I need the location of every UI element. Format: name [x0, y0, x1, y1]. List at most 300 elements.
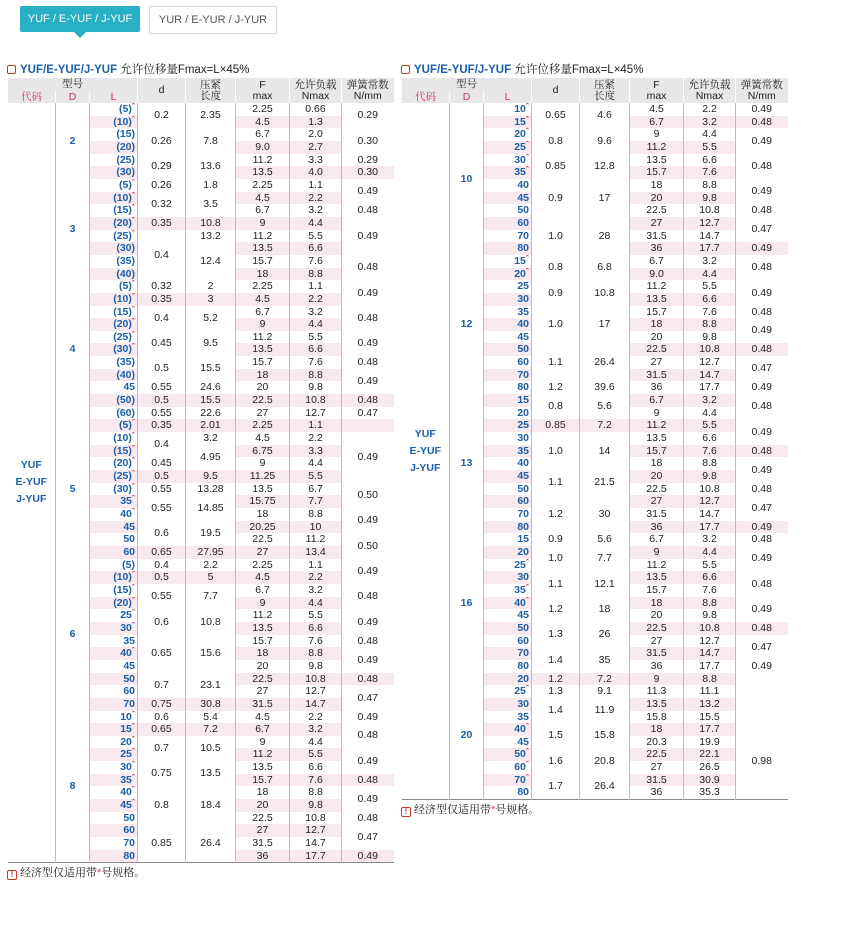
length-cell: 20*	[484, 268, 532, 281]
length-cell: 80	[484, 521, 532, 534]
fmax-cell: 13.5	[630, 432, 684, 445]
wire-diameter-cell: 0.55	[138, 584, 186, 609]
fmax-cell: 13.5	[236, 761, 290, 774]
fmax-cell: 11.2	[630, 559, 684, 572]
header-fmax: F max	[236, 78, 290, 103]
fmax-cell: 6.7	[236, 128, 290, 141]
allowable-load-cell: 5.5	[684, 141, 736, 154]
spring-constant-cell: 0.49	[736, 381, 788, 394]
spring-constant-cell: 0.49	[342, 369, 394, 394]
spring-constant-cell: 0.48	[736, 533, 788, 546]
fmax-cell: 2.25	[236, 179, 290, 192]
wire-diameter-cell: 0.8	[532, 255, 580, 280]
length-cell: 40*	[484, 723, 532, 736]
allowable-load-cell: 2.2	[290, 432, 342, 445]
allowable-load-cell: 6.7	[290, 483, 342, 496]
fmax-cell: 15.7	[630, 166, 684, 179]
length-cell: 50	[90, 812, 138, 825]
length-cell: (15)	[90, 128, 138, 141]
compressed-length-cell: 17	[580, 306, 630, 344]
length-cell: 45	[484, 192, 532, 205]
allowable-load-cell: 7.6	[290, 255, 342, 268]
header-spring-constant: 弹簧常数 N/mm	[736, 78, 788, 103]
spring-constant-cell: 0.49	[342, 711, 394, 724]
length-cell: 80	[484, 786, 532, 799]
allowable-load-cell: 9.8	[684, 470, 736, 483]
spring-constant-cell: 0.49	[736, 419, 788, 444]
compressed-length-cell: 3.5	[186, 192, 236, 217]
allowable-load-cell: 2.2	[290, 192, 342, 205]
wire-diameter-cell: 1.1	[532, 470, 580, 495]
spring-constant-cell: 0.49	[736, 242, 788, 255]
wire-diameter-cell: 1.3	[532, 685, 580, 698]
length-cell: (25)*	[90, 230, 138, 243]
economy-star: *	[131, 191, 136, 199]
allowable-load-cell: 3.2	[684, 116, 736, 129]
compressed-length-cell: 11.9	[580, 698, 630, 723]
compressed-length-cell: 7.7	[580, 546, 630, 571]
fmax-cell: 18	[236, 268, 290, 281]
allowable-load-cell: 1.1	[290, 419, 342, 432]
allowable-load-cell: 14.7	[684, 508, 736, 521]
model-code-cell	[402, 103, 450, 800]
allowable-load-cell: 9.8	[684, 331, 736, 344]
allowable-load-cell: 7.6	[684, 166, 736, 179]
economy-star: *	[131, 444, 136, 452]
spring-constant-cell: 0.30	[342, 166, 394, 179]
fmax-cell: 6.7	[236, 723, 290, 736]
length-cell: 20*	[484, 128, 532, 141]
compressed-length-cell: 9.6	[580, 128, 630, 153]
compressed-length-cell: 1.8	[186, 179, 236, 192]
allowable-load-cell: 2.2	[290, 293, 342, 306]
allowable-load-cell: 2.2	[290, 571, 342, 584]
fmax-cell: 11.2	[630, 141, 684, 154]
compressed-length-cell: 39.6	[580, 381, 630, 394]
compressed-length-cell: 13.28	[186, 483, 236, 496]
tab-yur[interactable]: YUR / E-YUR / J-YUR	[149, 6, 277, 34]
wire-diameter-cell: 0.4	[138, 230, 186, 281]
fmax-cell: 36	[630, 242, 684, 255]
wire-diameter-cell: 1.0	[532, 217, 580, 255]
length-cell: 40*	[90, 786, 138, 799]
allowable-load-cell: 7.6	[290, 356, 342, 369]
allowable-load-cell: 12.7	[684, 495, 736, 508]
wire-diameter-cell: 0.35	[138, 217, 186, 230]
spring-constant-cell: 0.49	[736, 597, 788, 622]
compressed-length-cell: 12.8	[580, 154, 630, 179]
allowable-load-cell: 2.0	[290, 128, 342, 141]
length-cell: 35	[484, 445, 532, 458]
spring-constant-cell: 0.49	[736, 103, 788, 116]
spring-constant-cell: 0.48	[342, 635, 394, 648]
compressed-length-cell: 24.6	[186, 381, 236, 394]
fmax-cell: 22.5	[236, 394, 290, 407]
economy-star: *	[131, 786, 136, 793]
economy-star: *	[131, 621, 136, 629]
fmax-cell: 6.7	[236, 306, 290, 319]
footnote	[7, 865, 393, 881]
allowable-load-cell: 4.4	[684, 407, 736, 420]
allowable-load-cell: 14.7	[684, 230, 736, 243]
spring-constant-cell: 0.49	[342, 179, 394, 204]
compressed-length-cell: 28	[580, 217, 630, 255]
allowable-load-cell: 17.7	[684, 660, 736, 673]
compressed-length-cell: 9.1	[580, 685, 630, 698]
allowable-load-cell: 12.7	[290, 685, 342, 698]
length-cell: 50	[484, 343, 532, 356]
allowable-load-cell: 17.7	[684, 723, 736, 736]
wire-diameter-cell: 0.9	[532, 280, 580, 305]
wire-diameter-cell: 0.6	[138, 609, 186, 634]
allowable-load-cell: 7.6	[684, 445, 736, 458]
compressed-length-cell: 10.8	[186, 609, 236, 634]
wire-diameter-cell: 0.6	[138, 711, 186, 724]
fmax-cell: 15.7	[236, 635, 290, 648]
allowable-load-cell: 11.1	[684, 685, 736, 698]
length-cell: 50	[484, 483, 532, 496]
spring-constant-cell: 0.49	[342, 432, 394, 483]
length-cell: 10*	[484, 103, 532, 116]
compressed-length-cell: 30.8	[186, 698, 236, 711]
spring-constant-cell: 0.49	[342, 850, 394, 863]
length-cell: 30*	[90, 622, 138, 635]
compressed-length-cell: 15.5	[186, 394, 236, 407]
fmax-cell: 4.5	[236, 293, 290, 306]
table-row	[8, 559, 394, 572]
allowable-load-cell: 7.6	[684, 306, 736, 319]
economy-star: *	[525, 254, 530, 262]
compressed-length-cell: 35	[580, 647, 630, 672]
spring-constant-cell: 0.48	[342, 812, 394, 825]
footnote-star: *	[491, 804, 496, 817]
length-cell: (35)	[90, 255, 138, 268]
economy-star: *	[131, 470, 136, 477]
fmax-cell: 27	[630, 217, 684, 230]
economy-star: *	[525, 685, 530, 692]
length-cell: (25)*	[90, 331, 138, 344]
compressed-length-cell: 13.5	[186, 761, 236, 786]
wire-diameter-cell: 0.9	[532, 533, 580, 546]
fmax-cell: 27	[630, 495, 684, 508]
economy-star: *	[525, 140, 530, 148]
fmax-cell: 27	[236, 407, 290, 420]
allowable-load-cell: 3.3	[290, 154, 342, 167]
length-cell: 50	[90, 533, 138, 546]
header-d: d	[138, 78, 186, 103]
fmax-cell: 22.5	[236, 533, 290, 546]
wire-diameter-cell: 0.8	[138, 786, 186, 824]
economy-star: *	[525, 103, 530, 110]
fmax-cell: 9	[236, 457, 290, 470]
spring-constant-cell: 0.48	[736, 255, 788, 280]
allowable-load-cell: 1.1	[290, 280, 342, 293]
outer-diameter-cell: 5	[56, 419, 90, 558]
length-cell: 25*	[484, 685, 532, 698]
economy-star: *	[131, 280, 136, 287]
length-cell: (40)	[90, 369, 138, 382]
allowable-load-cell: 4.0	[290, 166, 342, 179]
outer-diameter-cell: 2	[56, 103, 90, 179]
fmax-cell: 31.5	[630, 774, 684, 787]
compressed-length-cell: 13.6	[186, 154, 236, 179]
fmax-cell: 15.75	[236, 495, 290, 508]
spring-constant-cell: 0.48	[342, 723, 394, 748]
allowable-load-cell: 17.7	[290, 850, 342, 863]
allowable-load-cell: 4.4	[684, 268, 736, 281]
length-cell: 80	[484, 242, 532, 255]
compressed-length-cell: 26	[580, 622, 630, 647]
compressed-length-cell: 13.2	[186, 230, 236, 243]
compressed-length-cell: 9.5	[186, 470, 236, 483]
wire-diameter-cell: 0.35	[138, 419, 186, 432]
spring-constant-cell: 0.49	[342, 217, 394, 255]
fmax-cell: 18	[236, 369, 290, 382]
spring-constant-cell: 0.47	[736, 635, 788, 660]
allowable-load-cell: 14.7	[684, 647, 736, 660]
fmax-cell: 22.5	[630, 204, 684, 217]
spring-constant-cell: 0.49	[736, 128, 788, 153]
spring-constant-cell: 0.49	[342, 508, 394, 533]
spring-constant-cell: 0.50	[342, 483, 394, 508]
fmax-cell: 9	[630, 407, 684, 420]
fmax-cell: 13.5	[630, 293, 684, 306]
spring-constant-cell: 0.49	[736, 546, 788, 571]
spring-constant-cell: 0.30	[342, 128, 394, 153]
outer-diameter-cell: 6	[56, 559, 90, 711]
length-cell: 35*	[90, 774, 138, 787]
fmax-cell: 20	[630, 609, 684, 622]
length-cell: 20	[484, 673, 532, 686]
spring-constant-cell: 0.98	[736, 723, 788, 799]
allowable-load-cell: 17.7	[684, 381, 736, 394]
spring-constant-cell: 0.48	[342, 584, 394, 609]
spring-constant-cell: 0.49	[736, 457, 788, 482]
fmax-cell: 36	[630, 381, 684, 394]
economy-star: *	[525, 748, 530, 755]
model-code-line: YUF	[20, 459, 42, 472]
allowable-load-cell: 1.1	[290, 559, 342, 572]
outer-diameter-cell: 12	[450, 255, 484, 394]
economy-star: *	[525, 115, 530, 123]
length-cell: 50	[90, 673, 138, 686]
length-cell: (60)	[90, 407, 138, 420]
length-cell: 30*	[484, 154, 532, 167]
fmax-cell: 18	[630, 318, 684, 331]
fmax-cell: 2.25	[236, 559, 290, 572]
compressed-length-cell: 15.5	[186, 356, 236, 381]
wire-diameter-cell: 1.0	[532, 306, 580, 344]
allowable-load-cell: 8.8	[290, 369, 342, 382]
outer-diameter-cell: 8	[56, 711, 90, 863]
allowable-load-cell: 19.9	[684, 736, 736, 749]
table-row	[8, 280, 394, 293]
economy-star: *	[525, 596, 530, 604]
wire-diameter-cell: 0.7	[138, 736, 186, 761]
compressed-length-cell: 12.1	[580, 571, 630, 596]
header-allowable-load: 允许负载 Nmax	[684, 78, 736, 103]
fmax-cell: 13.5	[630, 571, 684, 584]
economy-star: *	[131, 647, 136, 654]
length-cell: (5)*	[90, 103, 138, 116]
economy-star: *	[131, 596, 136, 604]
length-cell: 30	[484, 698, 532, 711]
allowable-load-cell: 7.6	[684, 584, 736, 597]
fmax-cell: 22.5	[630, 622, 684, 635]
model-code-cell	[8, 103, 56, 863]
length-cell: (15)*	[90, 445, 138, 458]
header-model-group: 型号	[402, 78, 532, 91]
wire-diameter-cell: 1.1	[532, 571, 580, 596]
fmax-cell: 13.5	[236, 483, 290, 496]
compressed-length-cell: 30	[580, 495, 630, 533]
footnote-text-after: 号规格。	[101, 867, 146, 880]
header-spring-constant: 弹簧常数 N/mm	[342, 78, 394, 103]
fmax-cell: 9.0	[236, 141, 290, 154]
footnote-text-after: 号规格。	[495, 804, 540, 817]
allowable-load-cell: 7.7	[290, 495, 342, 508]
fmax-cell: 6.7	[236, 204, 290, 217]
header-L: L	[484, 91, 532, 103]
wire-diameter-cell: 0.5	[138, 394, 186, 407]
economy-star: *	[131, 305, 136, 312]
allowable-load-cell: 3.2	[290, 584, 342, 597]
table-row	[8, 179, 394, 192]
fmax-cell: 2.25	[236, 419, 290, 432]
compressed-length-cell: 5.2	[186, 306, 236, 331]
model-code-line: E-YUF	[15, 476, 47, 489]
header-model-group: 型号	[8, 78, 138, 91]
fmax-cell: 9	[630, 673, 684, 686]
economy-star: *	[131, 292, 136, 300]
length-cell: 35*	[484, 166, 532, 179]
length-cell: (10)*	[90, 432, 138, 445]
economy-star: *	[525, 267, 530, 275]
length-cell: 20*	[90, 736, 138, 749]
fmax-cell: 6.7	[630, 394, 684, 407]
length-cell: (20)*	[90, 217, 138, 230]
spec-table	[7, 78, 394, 863]
length-cell: 45	[484, 736, 532, 749]
fmax-cell: 31.5	[236, 837, 290, 850]
fmax-cell: 27	[236, 685, 290, 698]
header-D: D	[56, 91, 90, 103]
spring-constant-cell: 0.48	[736, 394, 788, 419]
economy-star: *	[131, 343, 136, 350]
wire-diameter-cell: 0.32	[138, 192, 186, 217]
wire-diameter-cell: 0.85	[138, 824, 186, 862]
length-cell: 40*	[90, 647, 138, 660]
spring-constant-cell: 0.49	[342, 609, 394, 634]
length-cell: 80	[90, 850, 138, 863]
allowable-load-cell: 8.8	[684, 179, 736, 192]
fmax-cell: 9	[236, 736, 290, 749]
fmax-cell: 9.0	[630, 268, 684, 281]
tab-yuf[interactable]: YUF / E-YUF / J-YUF	[20, 6, 140, 32]
fmax-cell: 36	[630, 786, 684, 799]
header-compressed-length: 压紧 长度	[580, 78, 630, 103]
fmax-cell: 11.2	[236, 230, 290, 243]
allowable-load-cell: 10.8	[684, 343, 736, 356]
allowable-load-cell: 3.2	[684, 255, 736, 268]
fmax-cell: 15.7	[236, 774, 290, 787]
allowable-load-cell: 17.7	[684, 242, 736, 255]
compressed-length-cell: 7.2	[186, 723, 236, 736]
allowable-load-cell: 9.8	[684, 609, 736, 622]
spring-constant-cell: 0.49	[736, 280, 788, 305]
spec-table-left	[7, 62, 393, 881]
length-cell: 15	[484, 533, 532, 546]
table-row	[8, 419, 394, 432]
length-cell: 60	[484, 495, 532, 508]
footnote	[401, 802, 787, 818]
compressed-length-cell: 4.6	[580, 103, 630, 128]
length-cell: 40	[484, 318, 532, 331]
outer-diameter-cell: 20	[450, 673, 484, 800]
length-cell: 60*	[484, 761, 532, 774]
length-cell: 15*	[484, 116, 532, 129]
fmax-cell: 22.5	[630, 748, 684, 761]
fmax-cell: 15.7	[236, 255, 290, 268]
economy-star: *	[131, 204, 136, 211]
fmax-cell: 27	[630, 356, 684, 369]
allowable-load-cell: 5.5	[684, 419, 736, 432]
allowable-load-cell: 4.4	[290, 736, 342, 749]
length-cell: 15*	[90, 723, 138, 736]
fmax-cell: 15.7	[630, 306, 684, 319]
wire-diameter-cell: 0.4	[138, 306, 186, 331]
compressed-length-cell: 2	[186, 280, 236, 293]
length-cell: (15)*	[90, 584, 138, 597]
allowable-load-cell: 4.4	[290, 597, 342, 610]
fmax-cell: 20	[630, 192, 684, 205]
compressed-length-cell: 5.4	[186, 711, 236, 724]
length-cell: (50)	[90, 394, 138, 407]
fmax-cell: 4.5	[236, 192, 290, 205]
compressed-length-cell: 4.95	[186, 445, 236, 470]
wire-diameter-cell: 0.5	[138, 571, 186, 584]
compressed-length-cell: 18.4	[186, 786, 236, 824]
allowable-load-cell: 8.8	[684, 673, 736, 686]
allowable-load-cell: 7.6	[290, 635, 342, 648]
fmax-cell: 36	[236, 850, 290, 863]
spring-constant-cell: 0.49	[736, 179, 788, 204]
fmax-cell: 11.2	[236, 609, 290, 622]
compressed-length-cell: 5	[186, 571, 236, 584]
table-title	[401, 62, 787, 78]
header-compressed-length: 压紧 长度	[186, 78, 236, 103]
square-bullet-icon	[401, 65, 410, 74]
wire-diameter-cell: 0.75	[138, 698, 186, 711]
length-cell: (20)*	[90, 597, 138, 610]
fmax-cell: 20.3	[630, 736, 684, 749]
wire-diameter-cell: 1.7	[532, 774, 580, 800]
length-cell: 45	[484, 609, 532, 622]
length-cell: (15)*	[90, 204, 138, 217]
wire-diameter-cell: 1.4	[532, 698, 580, 723]
length-cell: (25)	[90, 154, 138, 167]
allowable-load-cell: 2.7	[290, 141, 342, 154]
length-cell: 45*	[90, 799, 138, 812]
header-code: 代码	[402, 91, 450, 103]
allowable-load-cell: 6.6	[684, 154, 736, 167]
allowable-load-cell: 14.7	[684, 369, 736, 382]
table-title-model: YUF/E-YUF/J-YUF	[414, 64, 512, 76]
economy-star: *	[525, 773, 530, 781]
compressed-length-cell: 26.4	[580, 343, 630, 381]
allowable-load-cell: 10.8	[290, 394, 342, 407]
fmax-cell: 31.5	[630, 647, 684, 660]
